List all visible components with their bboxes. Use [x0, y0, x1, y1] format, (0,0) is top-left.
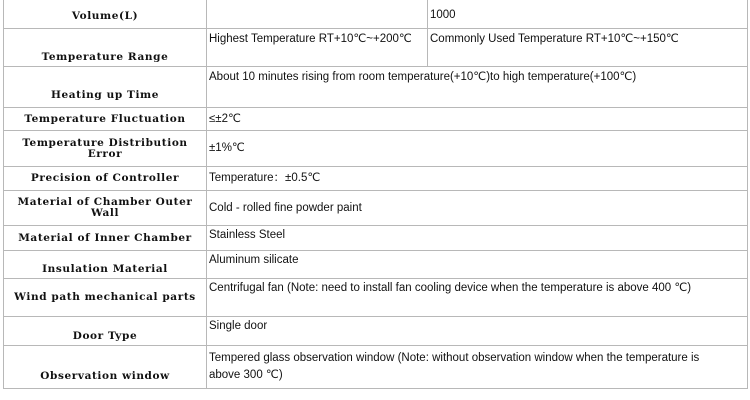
table-row [4, 226, 748, 251]
row-value-volume-amount: 1000 [428, 0, 748, 29]
row-label-heating-time: Heating up Time [4, 67, 207, 108]
row-value-inner-chamber: Stainless Steel [207, 226, 748, 251]
row-label-temperature-range: Temperature Range [4, 29, 207, 67]
table-row [4, 191, 748, 226]
row-label-precision-controller: Precision of Controller [4, 167, 207, 191]
row-label-outer-wall: Material of Chamber Outer Wall [4, 191, 207, 226]
row-value-door-type: Single door [207, 317, 748, 346]
table-row [4, 346, 748, 389]
row-value-temperature-distribution: ±1%℃ [207, 131, 748, 167]
table-row [4, 167, 748, 191]
row-value-temperature-fluctuation: ≤±2℃ [207, 108, 748, 131]
spec-table [3, 0, 748, 389]
table-row [4, 317, 748, 346]
table-row [4, 279, 748, 317]
row-label-temperature-distribution: Temperature Distribution Error [4, 131, 207, 167]
table-row [4, 67, 748, 108]
row-label-door-type: Door Type [4, 317, 207, 346]
row-value-common-temperature: Commonly Used Temperature RT+10℃~+150℃ [428, 29, 748, 67]
row-value-outer-wall: Cold - rolled fine powder paint [207, 191, 748, 226]
table-row [4, 131, 748, 167]
row-value-volume [207, 0, 428, 29]
table-row [4, 251, 748, 279]
wind-path-text: Centrifugal fan (Note: need to install fan cooling device when the temperature is above 400 ℃) [209, 282, 692, 294]
heating-time-text: About 10 minutes rising from room temperature(+10℃)to high temperature(+100℃) [209, 71, 637, 83]
row-value-precision-controller: Temperature：±0.5℃ [207, 167, 748, 191]
row-value-heating-time [207, 67, 748, 108]
row-label-inner-chamber: Material of Inner Chamber [4, 226, 207, 251]
table-row [4, 108, 748, 131]
row-label-insulation: Insulation Material [4, 251, 207, 279]
row-label-observation-window: Observation window [4, 346, 207, 389]
row-value-insulation: Aluminum silicate [207, 251, 748, 279]
row-label-wind-path: Wind path mechanical parts [4, 279, 207, 317]
row-label-volume: Volume(L) [4, 0, 207, 29]
observation-window-text: Tempered glass observation window (Note: without observation window when the temperature is above 300 ℃) [209, 352, 700, 381]
row-value-highest-temperature: Highest Temperature RT+10℃~+200℃ [207, 29, 428, 67]
row-value-observation-window [207, 346, 748, 389]
row-value-wind-path [207, 279, 748, 317]
table-row [4, 0, 748, 29]
table-row [4, 29, 748, 67]
row-label-temperature-fluctuation: Temperature Fluctuation [4, 108, 207, 131]
